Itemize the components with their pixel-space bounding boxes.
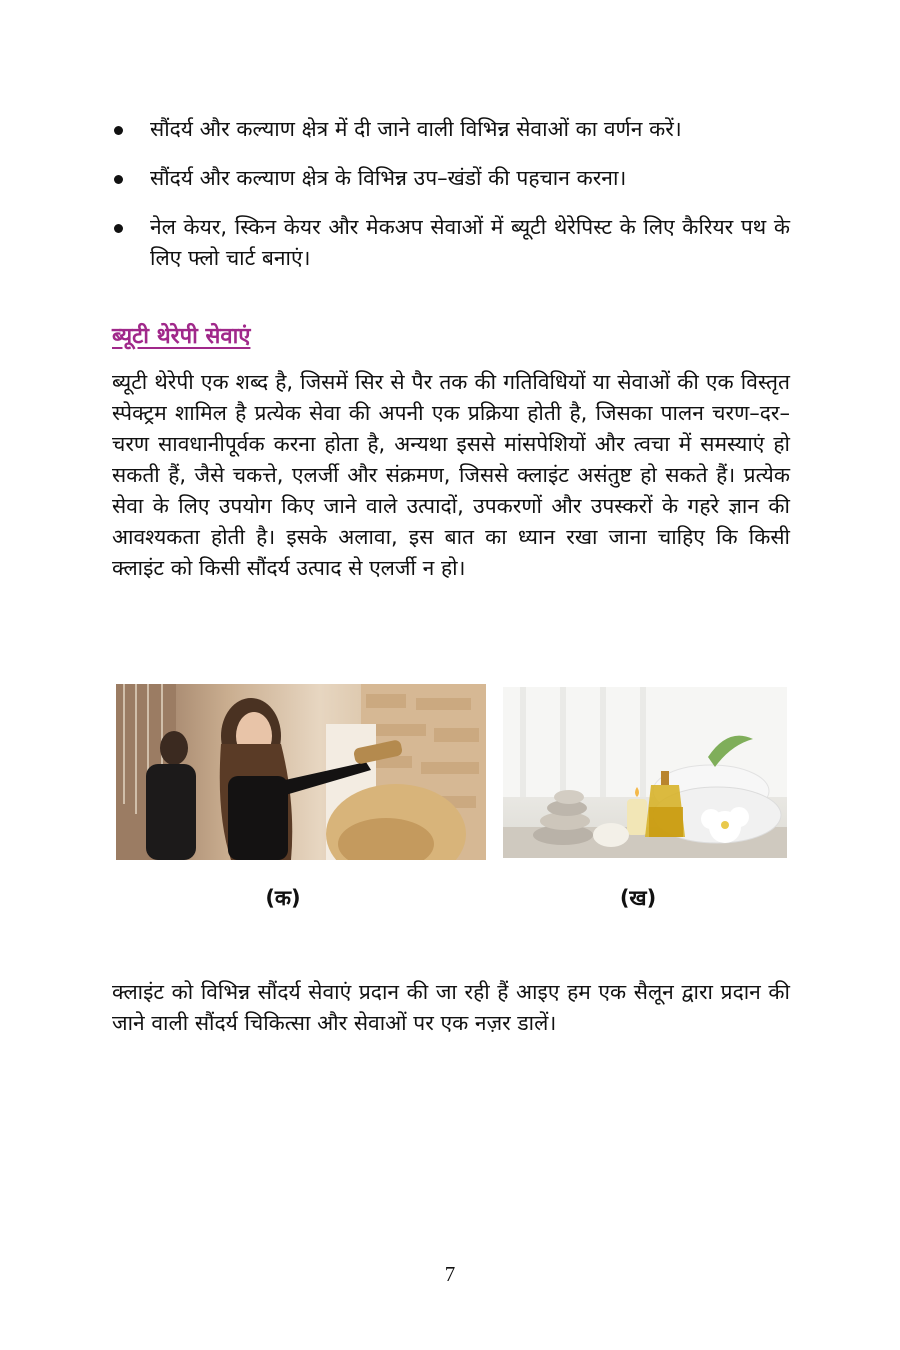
bullet-icon (114, 224, 123, 233)
spa-products-photo (503, 687, 787, 858)
figure-caption-b: (ख) (619, 886, 657, 910)
list-item-text: सौंदर्य और कल्याण क्षेत्र के विभिन्न उप–खंडों की पहचान करना। (150, 166, 627, 190)
hair-styling-photo (116, 684, 486, 860)
intro-paragraph: ब्यूटी थेरेपी एक शब्द है, जिसमें सिर से पैर तक की गतिविधियों या सेवाओं की एक विस्तृत स्पेक्ट्रम शामिल है प्रत्येक सेवा की अपनी एक प्रक्रिया होती है, जिसका पालन चरण–दर–चरण सावधानीपूर्वक करना होता है, अन्यथा इससे मांसपेशियों और त्वचा में समस्याएं हो सकती हैं, जैसे चकत्ते, एलर्जी और संक्रमण, जिससे क्लाइंट असंतुष्ट हो सकते हैं। प्रत्येक सेवा के लिए उपयोग किए जाने वाले उत्पादों, उपकरणों और उपस्करों के गहरे ज्ञान की आवश्यकता होती है। इसके अलावा, इस बात का ध्यान रखा जाना चाहिए कि किसी क्लाइंट को किसी सौंदर्य उत्पाद से एलर्जी न हो। (112, 370, 790, 580)
bullet-icon (114, 175, 123, 184)
list-item (112, 163, 790, 194)
objectives-list (112, 114, 790, 292)
list-item-text: नेल केयर, स्किन केयर और मेकअप सेवाओं में ब्यूटी थेरेपिस्ट के लिए कैरियर पथ के लिए फ्लो चार्ट बनाएं। (150, 215, 790, 270)
spa-illustration (503, 687, 787, 858)
figure-caption-a: (क) (265, 886, 301, 910)
page-number: 7 (444, 1262, 456, 1286)
hair-styling-illustration (116, 684, 486, 860)
list-item-text: सौंदर्य और कल्याण क्षेत्र में दी जाने वाली विभिन्न सेवाओं का वर्णन करें। (150, 117, 682, 141)
list-item (112, 212, 790, 274)
closing-paragraph: क्लाइंट को विभिन्न सौंदर्य सेवाएं प्रदान की जा रही हैं आइए हम एक सैलून द्वारा प्रदान की जाने वाली सौंदर्य चिकित्सा और सेवाओं पर एक नज़र डालें। (112, 980, 790, 1035)
list-item (112, 114, 790, 145)
section-heading: ब्यूटी थेरेपी सेवाएं (112, 324, 251, 349)
bullet-icon (114, 126, 123, 135)
